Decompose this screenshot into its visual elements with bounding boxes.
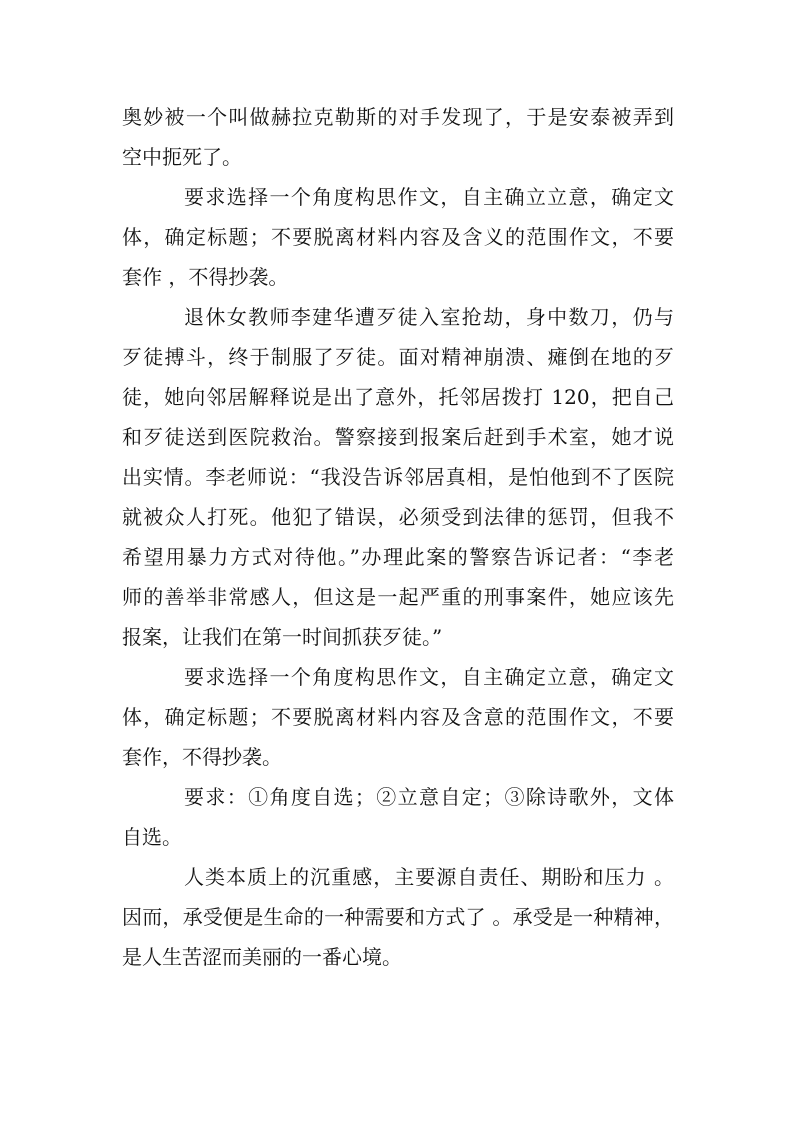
text-line: 报案，让我们在第一时间抓获歹徒。” [122,625,443,649]
paragraph-teacher-story [122,297,674,657]
text-line: 就被众人打死。他犯了错误，必须受到法律的惩罚，但我不 [122,505,674,529]
text-line: 要求选择一个角度构思作文，自主确立立意，确定文 [184,185,674,209]
paragraph-antaeus-ending [122,97,674,177]
paragraph-requirement-1 [122,177,674,297]
text-line: 自选。 [122,825,182,849]
text-line: 出实情。李老师说：“我没告诉邻居真相，是怕他到不了医院 [122,465,674,489]
text-line: 师的善举非常感人，但这是一起严重的刑事案件，她应该先 [122,585,674,609]
text-line: 希望用暴力方式对待他。”办理此案的警察告诉记者：“李老 [122,545,674,569]
text-line: 套作 ，不得抄袭。 [122,265,289,289]
text-line: 体，确定标题；不要脱离材料内容及含义的范围作文，不要 [122,225,674,249]
text-line: 退休女教师李建华遭歹徒入室抢劫，身中数刀，仍与 [184,305,674,329]
text-line: 歹徒搏斗，终于制服了歹徒。面对精神崩溃、瘫倒在地的歹 [122,345,674,369]
text-line: 和歹徒送到医院救治。警察接到报案后赶到手术室，她才说 [122,425,674,449]
paragraph-requirement-2 [122,657,674,777]
paragraph-requirement-3 [122,777,674,857]
text-line: 奥妙被一个叫做赫拉克勒斯的对手发现了，于是安泰被弄到 [122,105,674,129]
text-line: 套作，不得抄袭。 [122,745,282,769]
text-line: 徒，她向邻居解释说是出了意外，托邻居拨打 120，把自己 [122,385,674,409]
text-line: 要求选择一个角度构思作文，自主确定立意，确定文 [184,665,674,689]
text-line: 人类本质上的沉重感，主要源自责任、期盼和压力 。 [184,865,674,889]
text-line: 是人生苦涩而美丽的一番心境。 [122,945,402,969]
text-line: 体，确定标题；不要脱离材料内容及含意的范围作文，不要 [122,705,674,729]
text-line: 要求：①角度自选；②立意自定；③除诗歌外，文体 [184,785,674,809]
text-line: 因而，承受便是生命的一种需要和方式了 。承受是一种精神， [122,905,674,929]
paragraph-endurance [122,857,674,977]
document-body [122,97,674,977]
text-line: 空中扼死了。 [122,145,242,169]
